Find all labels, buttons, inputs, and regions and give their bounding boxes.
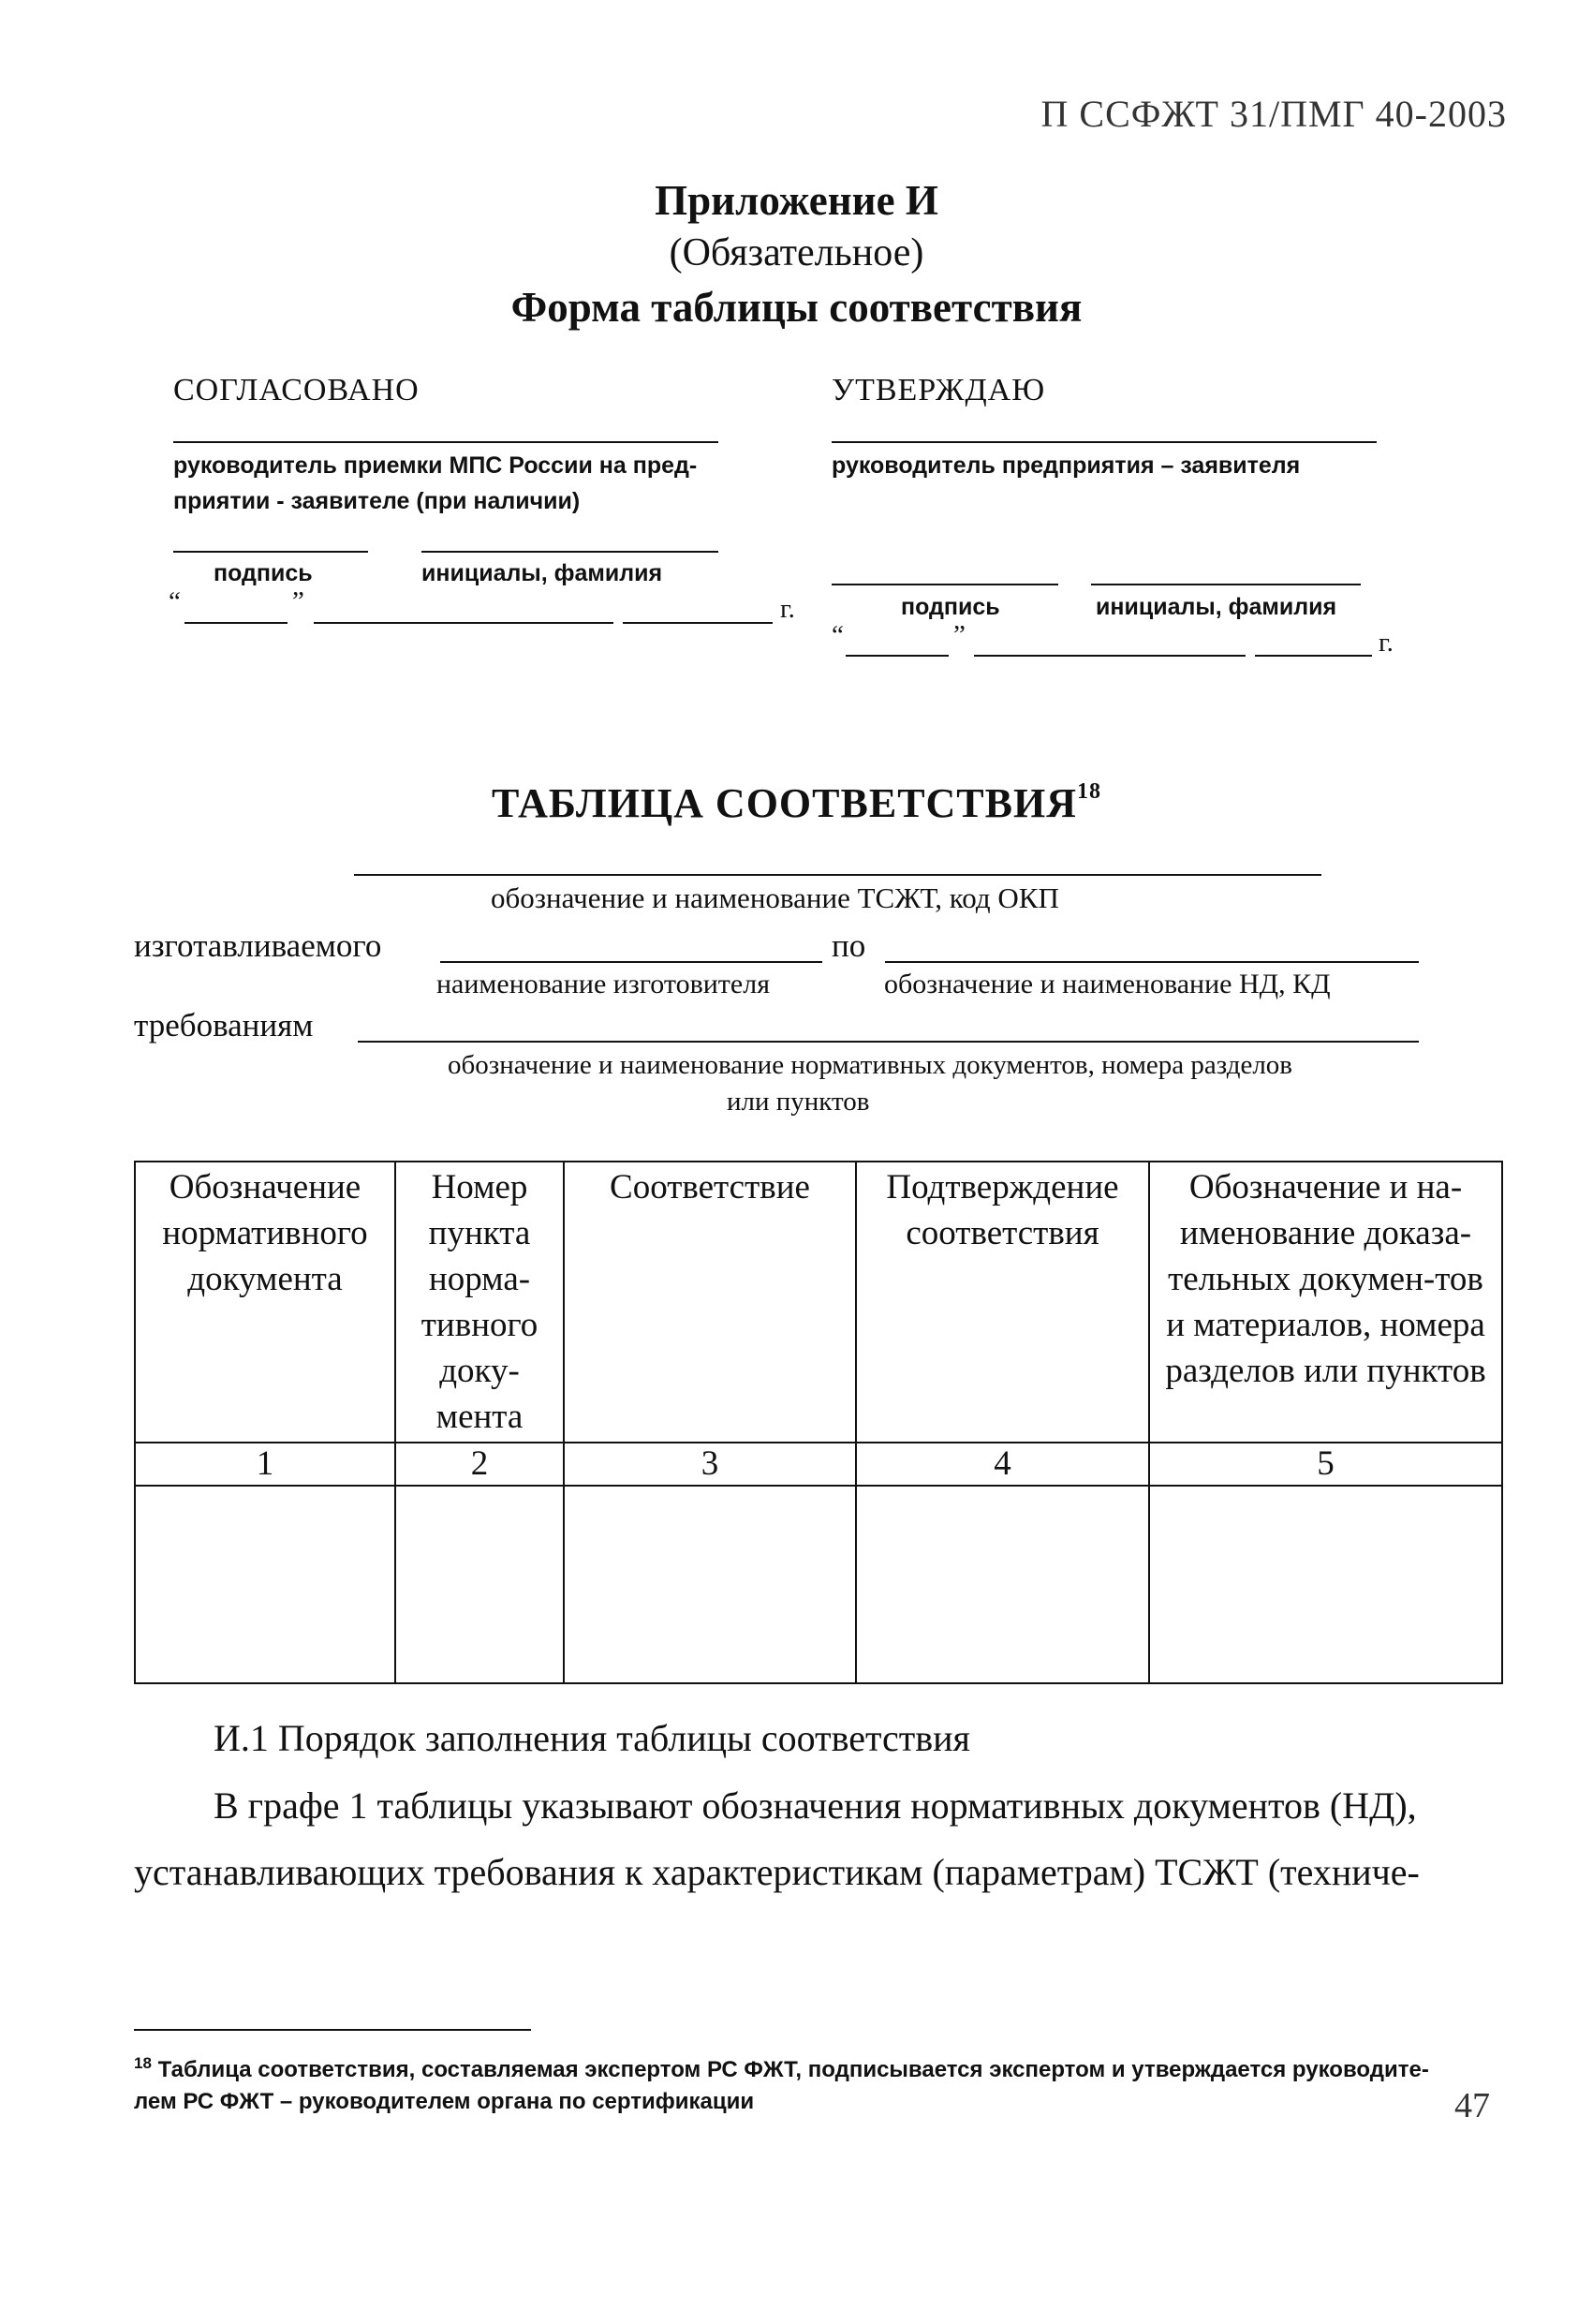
- agreed-year-line: [623, 622, 773, 624]
- footnote-marker: 18: [134, 2054, 152, 2072]
- nd-caption: обозначение и наименование НД, КД: [884, 969, 1331, 999]
- section-heading: И.1 Порядок заполнения таблицы соответствия: [214, 1717, 970, 1759]
- empty-cell: [564, 1486, 856, 1683]
- by-label: по: [832, 927, 866, 964]
- column-number-3: 3: [564, 1443, 856, 1486]
- requirements-caption-line2: или пунктов: [727, 1087, 870, 1117]
- header-cell-1: Обозначение нормативного документа: [135, 1162, 395, 1443]
- approve-date-close-quote: ”: [953, 620, 966, 650]
- agreed-month-line: [314, 622, 613, 624]
- agreed-day-line: [184, 622, 288, 624]
- column-number-2: 2: [395, 1443, 564, 1486]
- footnote-line1: [134, 2048, 1482, 2086]
- manufactured-label: изготавливаемого: [134, 927, 382, 964]
- section-paragraph-line2: устанавливающих требования к характеристикам (параметрам) ТСЖТ (техниче-: [134, 1851, 1420, 1893]
- requirements-label: требованиям: [134, 1007, 314, 1044]
- column-number-1: 1: [135, 1443, 395, 1486]
- agreed-date-close-quote: ”: [292, 586, 304, 616]
- agreed-signature-line: [173, 551, 368, 553]
- document-code: П ССФЖТ 31/ПМГ 40-2003: [1040, 93, 1507, 135]
- approve-role-line: [832, 441, 1377, 443]
- agreed-heading: СОГЛАСОВАНО: [173, 373, 420, 407]
- header-cell-2: Номер пункта норма-тивного доку-мента: [395, 1162, 564, 1443]
- header-cell-4: Подтверждение соответствия: [856, 1162, 1149, 1443]
- approve-month-line: [974, 655, 1246, 657]
- approve-day-line: [846, 655, 949, 657]
- footnote-line2: лем РС ФЖТ – руководителем органа по сертификации: [134, 2089, 755, 2114]
- approve-year-suffix: г.: [1379, 628, 1394, 658]
- approve-year-line: [1255, 655, 1372, 657]
- approve-name-label: инициалы, фамилия: [1096, 594, 1337, 620]
- agreed-year-suffix: г.: [780, 594, 795, 624]
- section-paragraph-line1: В графе 1 таблицы указывают обозначения нормативных документов (НД),: [214, 1784, 1417, 1827]
- product-line: [354, 874, 1321, 876]
- footnote-separator: [134, 2029, 531, 2031]
- appendix-subtitle: (Обязательное): [669, 231, 924, 274]
- nd-line: [885, 961, 1419, 963]
- compliance-title-text: ТАБЛИЦА СООТВЕТСТВИЯ: [491, 780, 1078, 826]
- approve-date-open-quote: “: [832, 620, 844, 650]
- agreed-role-line1: руководитель приемки МПС России на пред-: [173, 452, 698, 479]
- table-number-row: [135, 1443, 1502, 1486]
- empty-cell: [395, 1486, 564, 1683]
- footnote-reference: 18: [1077, 779, 1102, 804]
- agreed-name-label: инициалы, фамилия: [421, 560, 663, 586]
- column-number-5: 5: [1149, 1443, 1502, 1486]
- requirements-caption-line1: обозначение и наименование нормативных документов, номера разделов: [448, 1050, 1293, 1080]
- appendix-title: Приложение И: [655, 177, 938, 224]
- column-number-4: 4: [856, 1443, 1149, 1486]
- approve-signature-line: [832, 584, 1058, 585]
- approve-role-line1: руководитель предприятия – заявителя: [832, 452, 1301, 479]
- manufacturer-caption: наименование изготовителя: [436, 969, 770, 999]
- footnote-line1-text: Таблица соответствия, составляемая экспертом РС ФЖТ, подписывается экспертом и утверждается руководите-: [157, 2057, 1429, 2082]
- product-caption: обозначение и наименование ТСЖТ, код ОКП: [491, 881, 1059, 914]
- agreed-name-line: [421, 551, 718, 553]
- agreed-date-open-quote: “: [169, 586, 181, 616]
- agreed-role-line2: приятии - заявителе (при наличии): [173, 488, 581, 514]
- empty-cell: [856, 1486, 1149, 1683]
- header-cell-3: Соответствие: [564, 1162, 856, 1443]
- table-header-row: [135, 1162, 1502, 1443]
- agreed-signature-label: подпись: [214, 560, 313, 586]
- approve-heading: УТВЕРЖДАЮ: [832, 373, 1046, 407]
- agreed-role-line: [173, 441, 718, 443]
- requirements-line: [358, 1041, 1419, 1043]
- empty-cell: [135, 1486, 395, 1683]
- approve-name-line: [1091, 584, 1361, 585]
- table-empty-row: [135, 1486, 1502, 1683]
- manufacturer-line: [440, 961, 822, 963]
- empty-cell: [1149, 1486, 1502, 1683]
- compliance-table: [134, 1161, 1503, 1684]
- header-cell-5: Обозначение и на-именование доказа-тельных докумен-тов и материалов, номера разделов или пунктов: [1149, 1162, 1502, 1443]
- approve-signature-label: подпись: [901, 594, 1000, 620]
- footnote: [134, 2048, 1482, 2118]
- compliance-table-title: [0, 779, 1593, 827]
- page-number: 47: [1454, 2086, 1490, 2125]
- form-title: Форма таблицы соответствия: [510, 284, 1083, 331]
